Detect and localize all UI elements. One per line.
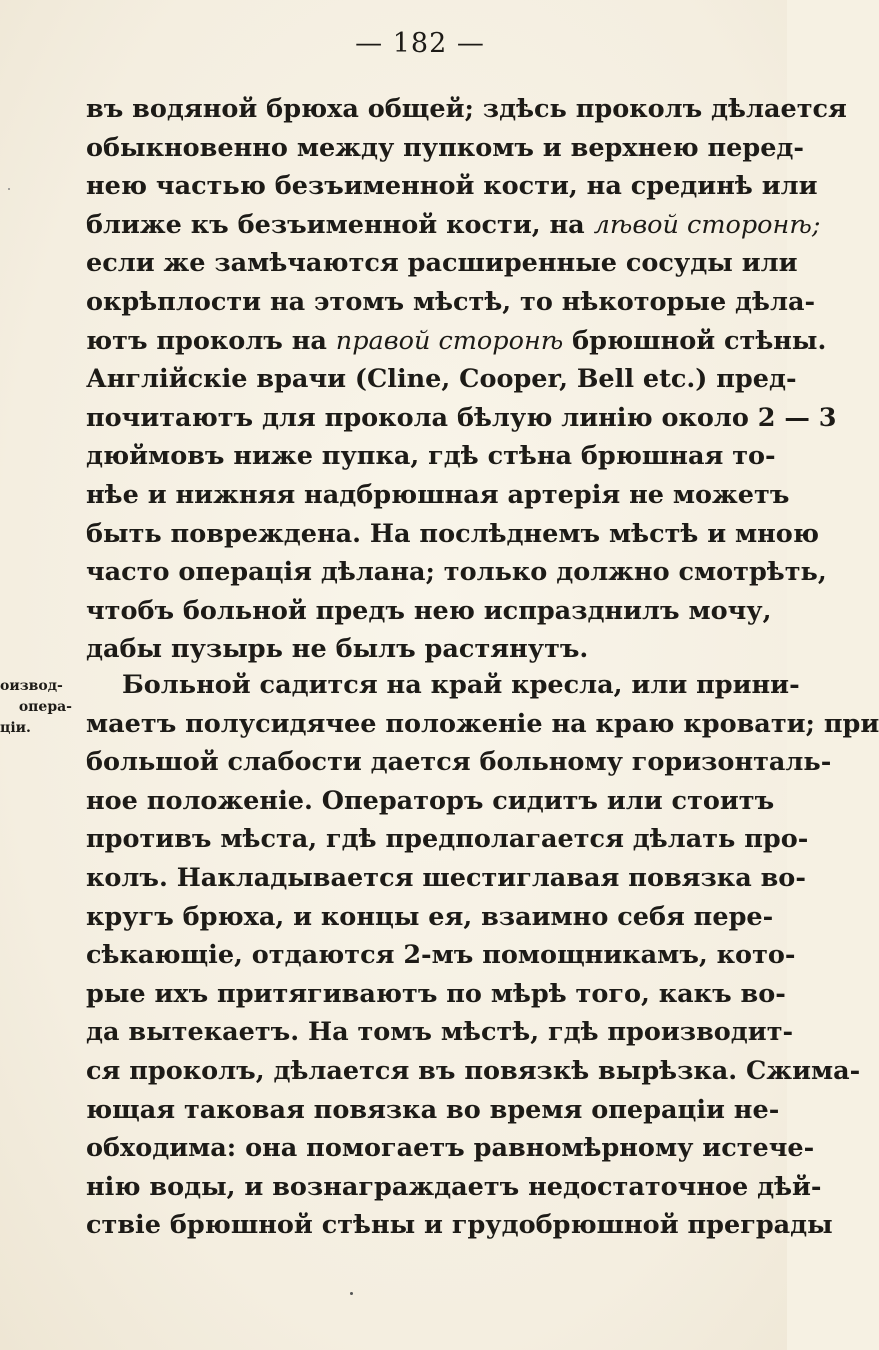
text-line: Больной садится на край кресла, или прини- [122, 670, 800, 700]
text-line: ютъ проколъ на правой сторонѣ брюшной стѣны. [86, 325, 827, 356]
text-line: сѣкающіе, отдаются 2-мъ помощникамъ, кото- [86, 940, 796, 971]
text-line: часто операція дѣлана; только должно смотрѣть, [86, 557, 827, 588]
text-line: маетъ полусидячее положеніе на краю кровати; при [86, 708, 879, 739]
text-line: ближе къ безъименной кости, на лѣвой сторонѣ; [86, 209, 821, 240]
margin-note-line: ціи. [0, 720, 31, 736]
text-line: быть повреждена. На послѣднемъ мѣстѣ и мною [86, 518, 819, 549]
margin-note-line: оизвод- [0, 678, 63, 694]
text-line: большой слабости дается больному горизонталь- [86, 747, 832, 778]
text-line: въ водяной брюха общей; здѣсь проколъ дѣлается [86, 94, 847, 124]
text-line: нею частью безъименной кости, на срединѣ или [86, 171, 818, 202]
text-line: ствіе брюшной стѣны и грудобрюшной преграды [86, 1210, 833, 1241]
text-line: почитаютъ для прокола бѣлую линію около 2 — 3 [86, 402, 837, 433]
text-line: обходима: она помогаетъ равномѣрному истече- [86, 1133, 815, 1164]
page-number: — 182 — [355, 28, 485, 59]
text-line: противъ мѣста, гдѣ предполагается дѣлать про- [86, 824, 809, 855]
paragraph-2 [86, 666, 879, 1245]
ink-speck [350, 1292, 353, 1295]
text-line: чтобъ больной предъ нею испразднилъ мочу, [86, 595, 772, 626]
text-line: Англійскіе врачи (Cline, Cooper, Bell etc.) пред- [86, 364, 797, 395]
text-line: кругъ брюха, и концы ея, взаимно себя пере- [86, 901, 774, 932]
text-line: дюймовъ ниже пупка, гдѣ стѣна брюшная то- [86, 441, 776, 472]
text-line: если же замѣчаются расширенные сосуды или [86, 248, 798, 279]
text-line: окрѣплости на этомъ мѣстѣ, то нѣкоторые дѣла- [86, 286, 816, 317]
text-line: ся проколъ, дѣлается въ повязкѣ вырѣзка. Сжима- [86, 1055, 861, 1086]
margin-note [0, 676, 72, 739]
paragraph-1 [86, 90, 847, 669]
text-line: обыкновенно между пупкомъ и верхнею перед- [86, 132, 805, 163]
margin-note-line: опера- [18, 699, 72, 715]
text-line: дабы пузырь не былъ растянутъ. [86, 634, 589, 665]
text-line: нѣе и нижняя надбрюшная артерія не можетъ [86, 479, 790, 510]
italic-phrase: лѣвой сторонѣ; [593, 209, 821, 240]
text-line: да вытекаетъ. На томъ мѣстѣ, гдѣ производит- [86, 1017, 794, 1048]
text-line: колъ. Накладывается шестиглавая повязка во- [86, 862, 806, 893]
text-line: ное положеніе. Операторъ сидитъ или стоитъ [86, 785, 775, 816]
text-line: ющая таковая повязка во время операціи не- [86, 1094, 780, 1125]
text-line: рые ихъ притягиваютъ по мѣрѣ того, какъ во- [86, 978, 786, 1009]
ink-speck [8, 188, 10, 190]
italic-phrase: правой сторонѣ [335, 325, 564, 356]
text-line: нію воды, и вознаграждаетъ недостаточное дѣй- [86, 1171, 822, 1202]
